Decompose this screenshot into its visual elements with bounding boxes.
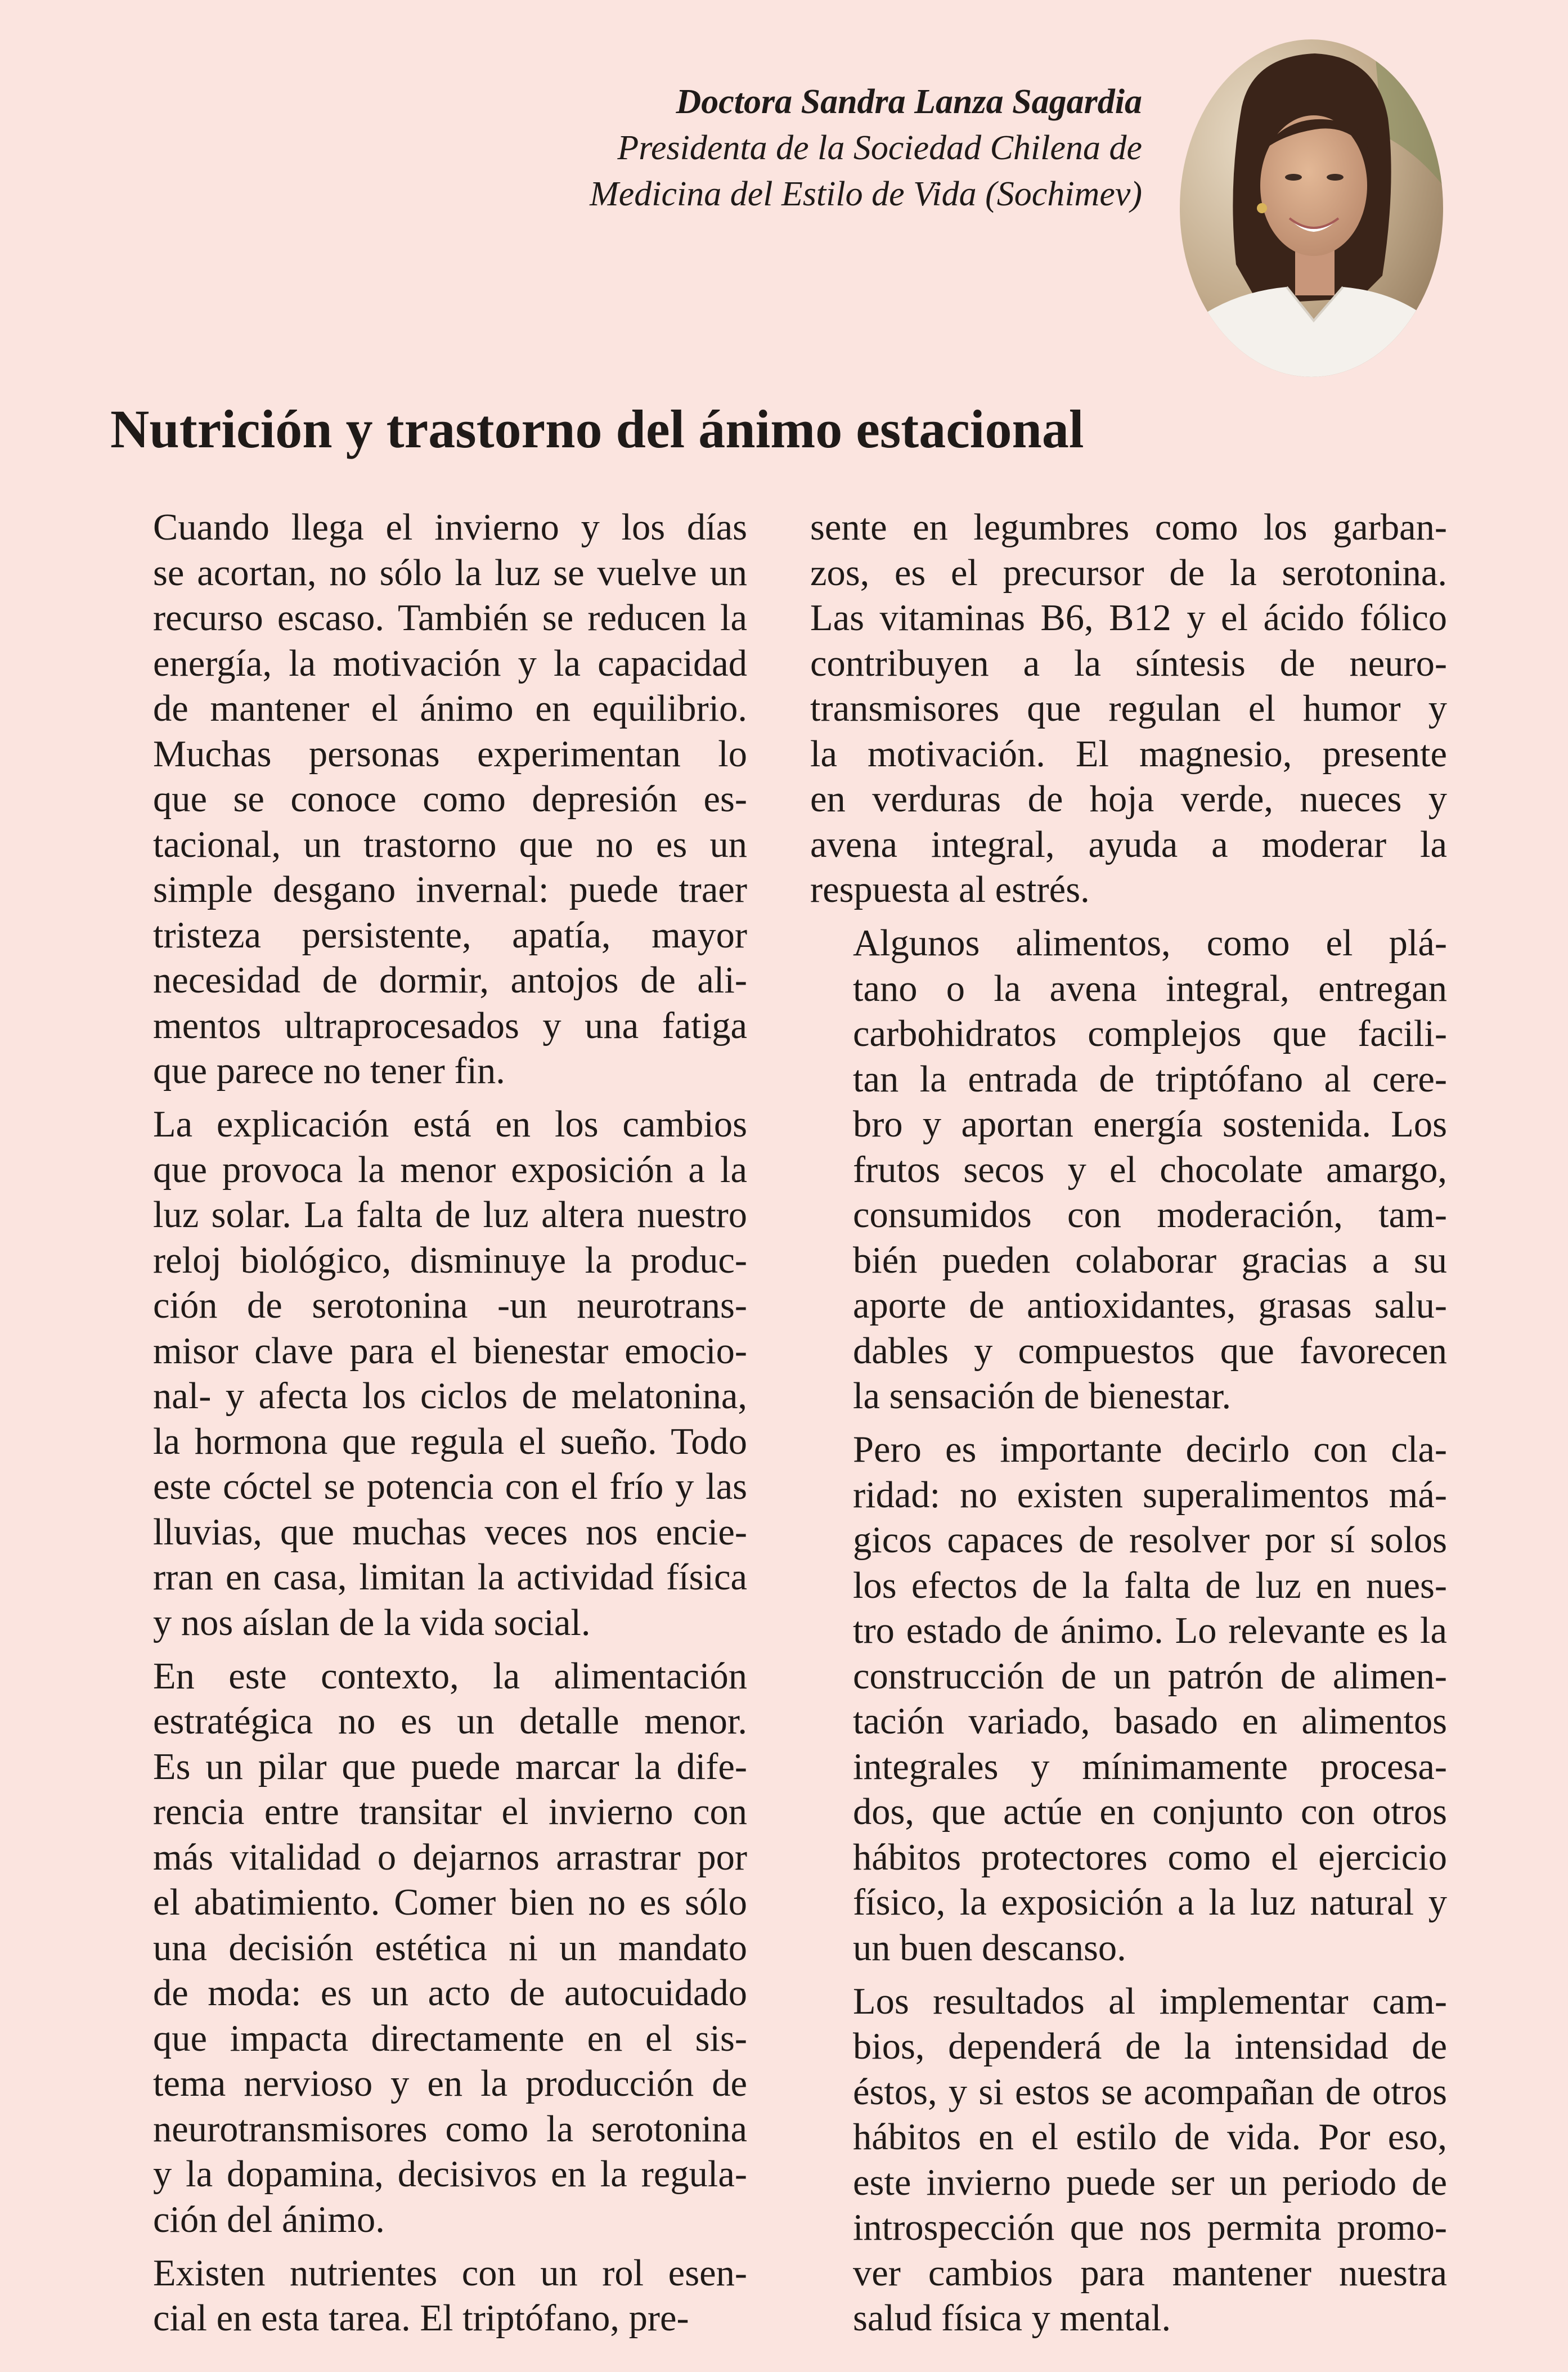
text-line: tro estado de ánimo. Lo relevante es la: [853, 1610, 1447, 1651]
text-line: avena integral, ayuda a moderar la: [810, 824, 1447, 865]
text-line: reloj biológico, disminuye la produc-: [153, 1239, 747, 1281]
text-line: ción de serotonina -un neurotrans-: [153, 1285, 747, 1326]
text-line: Existen nutrientes con un rol esen-: [153, 2252, 747, 2294]
text-line: de mantener el ánimo en equilibrio.: [153, 688, 747, 729]
paragraph: [110, 1102, 747, 1646]
text-line: transmisores que regulan el humor y: [810, 688, 1447, 729]
author-byline: [590, 79, 1142, 217]
text-line: Muchas personas experimentan lo: [153, 733, 747, 775]
text-line: misor clave para el bienestar emocio-: [153, 1330, 747, 1372]
text-line: tacional, un trastorno que no es un: [153, 824, 747, 865]
text-line: consumidos con moderación, tam-: [853, 1194, 1447, 1236]
text-line: rencia entre transitar el invierno con: [153, 1791, 747, 1832]
text-line: estratégica no es un detalle menor.: [153, 1701, 747, 1742]
author-role-line-2: Medicina del Estilo de Vida (Sochimev): [590, 175, 1142, 213]
text-line: energía, la motivación y la capacidad: [153, 643, 747, 684]
text-line: que impacta directamente en el sis-: [153, 2018, 747, 2059]
text-line: carbohidratos complejos que facili-: [853, 1013, 1447, 1054]
text-line: Los resultados al implementar cam-: [853, 1980, 1447, 2022]
text-line: necesidad de dormir, antojos de ali-: [153, 960, 747, 1001]
article-column-right: [810, 505, 1447, 2349]
text-line: tación variado, basado en alimentos: [853, 1701, 1447, 1742]
text-line: se acortan, no sólo la luz se vuelve un: [153, 552, 747, 594]
text-line: Cuando llega el invierno y los días: [153, 507, 747, 548]
text-line: cial en esta tarea. El triptófano, pre-: [153, 2298, 689, 2339]
text-line: una decisión estética ni un mandato: [153, 1927, 747, 1969]
paragraph: [810, 1979, 1447, 2342]
text-line: y la dopamina, decisivos en la regula-: [153, 2154, 747, 2195]
text-line: construcción de un patrón de alimen-: [853, 1655, 1447, 1697]
text-line: bién pueden colaborar gracias a su: [853, 1239, 1447, 1281]
text-line: tema nervioso y en la producción de: [153, 2063, 747, 2104]
article-title: Nutrición y trastorno del ánimo estacional: [110, 399, 1084, 459]
author-name: Doctora Sandra Lanza Sagardia: [676, 83, 1142, 121]
text-line: ridad: no existen superalimentos má-: [853, 1474, 1447, 1516]
text-line: nal- y afecta los ciclos de melatonina,: [153, 1376, 747, 1417]
text-line: más vitalidad o dejarnos arrastrar por: [153, 1836, 747, 1878]
paragraph: [810, 921, 1447, 1419]
paragraph: [810, 1427, 1447, 1971]
text-line: este cóctel se potencia con el frío y las: [153, 1466, 747, 1507]
text-line: bios, dependerá de la intensidad de: [853, 2026, 1447, 2067]
text-line: lluvias, que muchas veces nos encie-: [153, 1511, 747, 1553]
text-line: la hormona que regula el sueño. Todo: [153, 1421, 747, 1462]
text-line: zos, es el precursor de la serotonina.: [810, 552, 1447, 594]
text-line: integrales y mínimamente procesa-: [853, 1746, 1447, 1787]
text-line: recurso escaso. También se reducen la: [153, 598, 747, 639]
text-line: la sensación de bienestar.: [853, 1376, 1232, 1417]
text-line: ción del ánimo.: [153, 2199, 385, 2240]
text-line: mentos ultraprocesados y una fatiga: [153, 1005, 747, 1046]
paragraph: [810, 505, 1447, 913]
text-line: En este contexto, la alimentación: [153, 1655, 747, 1697]
text-line: tan la entrada de triptófano al cere-: [853, 1058, 1447, 1100]
text-line: tristeza persistente, apatía, mayor: [153, 914, 747, 956]
text-line: aporte de antioxidantes, grasas salu-: [853, 1285, 1447, 1326]
text-line: sente en legumbres como los garban-: [810, 507, 1447, 548]
text-line: gicos capaces de resolver por sí solos: [853, 1520, 1447, 1561]
text-line: contribuyen a la síntesis de neuro-: [810, 643, 1447, 684]
text-line: luz solar. La falta de luz altera nuestro: [153, 1194, 747, 1236]
text-line: respuesta al estrés.: [810, 869, 1090, 910]
text-line: rran en casa, limitan la actividad física: [153, 1557, 747, 1598]
text-line: los efectos de la falta de luz en nues-: [853, 1565, 1447, 1606]
text-line: neurotransmisores como la serotonina: [153, 2108, 747, 2150]
text-line: y nos aíslan de la vida social.: [153, 1602, 591, 1643]
text-line: hábitos protectores como el ejercicio: [853, 1836, 1447, 1878]
text-line: dos, que actúe en conjunto con otros: [853, 1791, 1447, 1832]
text-line: Es un pilar que puede marcar la dife-: [153, 1746, 747, 1787]
text-line: en verduras de hoja verde, nueces y: [810, 779, 1447, 820]
text-line: dables y compuestos que favorecen: [853, 1330, 1447, 1372]
text-line: el abatimiento. Comer bien no es sólo: [153, 1882, 747, 1923]
text-line: La explicación está en los cambios: [153, 1104, 747, 1145]
text-line: bro y aportan energía sostenida. Los: [853, 1104, 1447, 1145]
text-line: que provoca la menor exposición a la: [153, 1149, 747, 1191]
text-line: simple desgano invernal: puede traer: [153, 869, 747, 910]
text-line: frutos secos y el chocolate amargo,: [853, 1149, 1447, 1191]
paragraph: [110, 1654, 747, 2243]
text-line: Las vitaminas B6, B12 y el ácido fólico: [810, 598, 1447, 639]
text-line: éstos, y si estos se acompañan de otros: [853, 2071, 1447, 2113]
paragraph: [110, 505, 747, 1094]
author-role-line-1: Presidenta de la Sociedad Chilena de: [617, 129, 1142, 167]
text-line: este invierno puede ser un periodo de: [853, 2162, 1447, 2203]
text-line: que se conoce como depresión es-: [153, 779, 747, 820]
author-portrait: [1180, 39, 1443, 377]
text-line: la motivación. El magnesio, presente: [810, 733, 1447, 775]
article-column-left: [110, 505, 747, 2349]
text-line: Pero es importante decirlo con cla-: [853, 1429, 1447, 1470]
text-line: un buen descanso.: [853, 1927, 1126, 1969]
text-line: físico, la exposición a la luz natural y: [853, 1882, 1447, 1923]
text-line: Algunos alimentos, como el plá-: [853, 923, 1447, 964]
text-line: hábitos en el estilo de vida. Por eso,: [853, 2117, 1447, 2158]
text-line: introspección que nos permita promo-: [853, 2207, 1447, 2248]
text-line: de moda: es un acto de autocuidado: [153, 1973, 747, 2014]
text-line: que parece no tener fin.: [153, 1050, 505, 1091]
text-line: tano o la avena integral, entregan: [853, 968, 1447, 1009]
text-line: salud física y mental.: [853, 2298, 1171, 2339]
text-line: ver cambios para mantener nuestra: [853, 2252, 1447, 2294]
paragraph: [110, 2251, 747, 2342]
